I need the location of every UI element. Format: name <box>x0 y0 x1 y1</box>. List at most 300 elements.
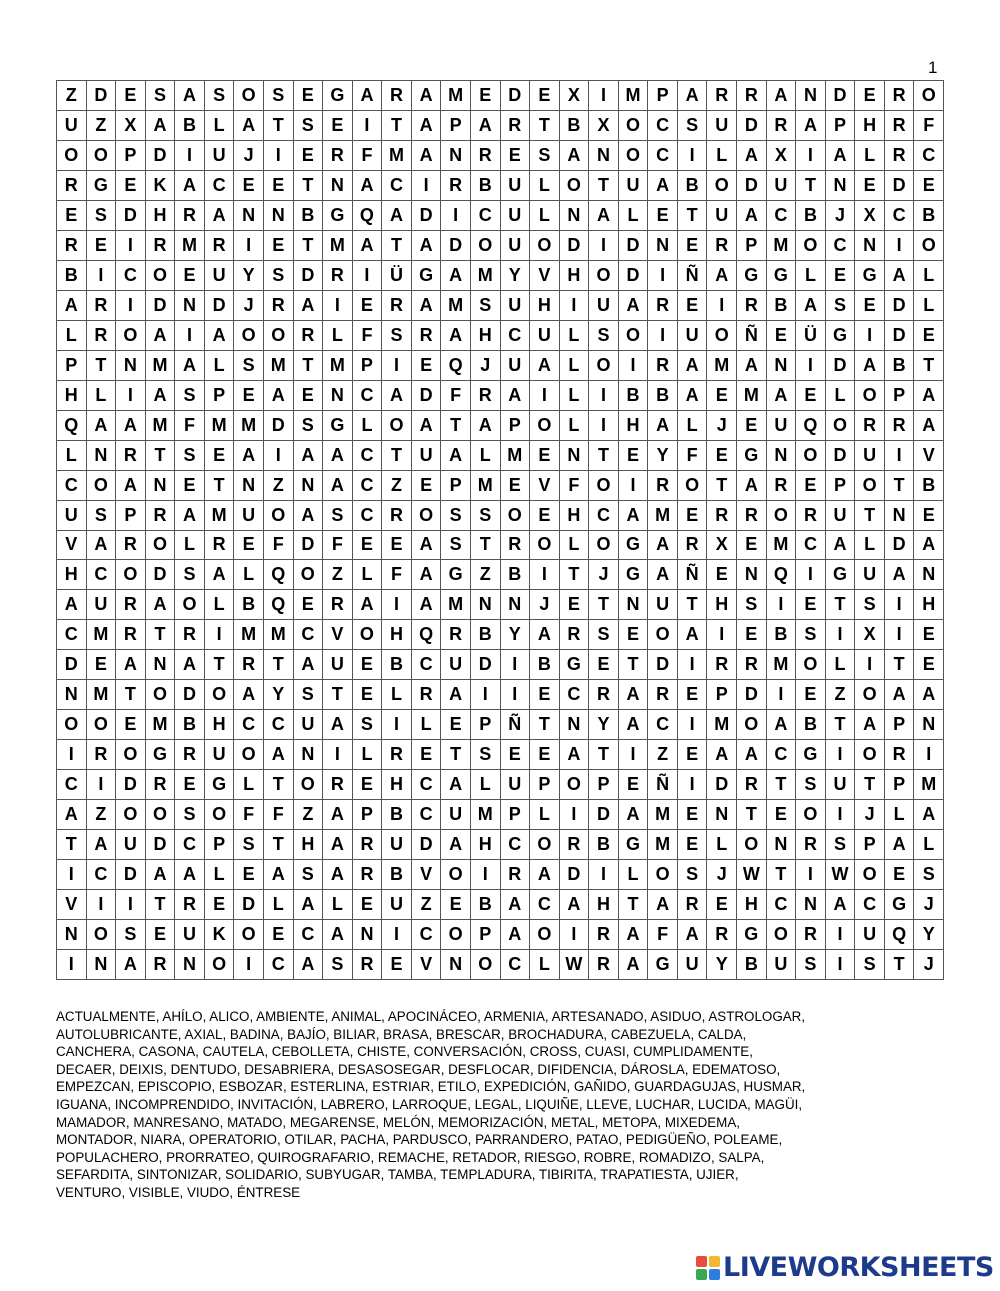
grid-cell[interactable]: T <box>619 890 649 920</box>
grid-cell[interactable]: L <box>382 680 412 710</box>
grid-cell[interactable]: O <box>87 710 117 740</box>
grid-cell[interactable]: E <box>412 351 442 381</box>
grid-cell[interactable]: E <box>914 321 944 351</box>
grid-cell[interactable]: B <box>175 111 205 141</box>
grid-cell[interactable]: A <box>767 81 797 111</box>
grid-cell[interactable]: O <box>767 501 797 531</box>
grid-cell[interactable]: L <box>471 770 501 800</box>
grid-cell[interactable]: A <box>234 111 264 141</box>
grid-cell[interactable]: M <box>648 830 678 860</box>
grid-cell[interactable]: O <box>737 710 767 740</box>
liveworksheets-logo[interactable] <box>696 1252 994 1283</box>
grid-cell[interactable]: S <box>589 321 619 351</box>
grid-cell[interactable]: I <box>175 141 205 171</box>
grid-cell[interactable]: O <box>767 920 797 950</box>
grid-cell[interactable]: M <box>264 620 294 650</box>
grid-cell[interactable]: C <box>294 620 324 650</box>
grid-cell[interactable]: D <box>57 650 87 680</box>
grid-cell[interactable]: M <box>146 411 176 441</box>
grid-cell[interactable]: P <box>501 411 531 441</box>
grid-cell[interactable]: R <box>589 920 619 950</box>
grid-cell[interactable]: X <box>855 620 885 650</box>
grid-cell[interactable]: I <box>501 680 531 710</box>
grid-cell[interactable]: R <box>885 81 915 111</box>
grid-cell[interactable]: A <box>737 740 767 770</box>
grid-cell[interactable]: N <box>57 680 87 710</box>
grid-cell[interactable]: P <box>826 471 856 501</box>
grid-cell[interactable]: M <box>441 291 471 321</box>
grid-cell[interactable]: N <box>323 381 353 411</box>
grid-cell[interactable]: D <box>619 261 649 291</box>
grid-cell[interactable]: I <box>501 650 531 680</box>
grid-cell[interactable]: O <box>294 560 324 590</box>
grid-cell[interactable]: L <box>914 291 944 321</box>
grid-cell[interactable]: I <box>826 740 856 770</box>
grid-cell[interactable]: D <box>412 830 442 860</box>
grid-cell[interactable]: M <box>87 620 117 650</box>
grid-cell[interactable]: A <box>885 830 915 860</box>
grid-cell[interactable]: C <box>648 710 678 740</box>
grid-cell[interactable]: O <box>175 590 205 620</box>
grid-cell[interactable]: D <box>826 351 856 381</box>
grid-cell[interactable]: M <box>767 650 797 680</box>
grid-cell[interactable]: C <box>412 770 442 800</box>
grid-cell[interactable]: Z <box>294 800 324 830</box>
grid-cell[interactable]: B <box>767 620 797 650</box>
grid-cell[interactable]: R <box>589 680 619 710</box>
grid-cell[interactable]: E <box>885 860 915 890</box>
grid-cell[interactable]: H <box>471 321 501 351</box>
grid-cell[interactable]: I <box>116 231 146 261</box>
grid-cell[interactable]: I <box>175 321 205 351</box>
grid-cell[interactable]: I <box>382 590 412 620</box>
grid-cell[interactable]: Ñ <box>737 321 767 351</box>
grid-cell[interactable]: I <box>412 171 442 201</box>
grid-cell[interactable]: N <box>294 740 324 770</box>
grid-cell[interactable]: O <box>707 321 737 351</box>
grid-cell[interactable]: R <box>323 770 353 800</box>
grid-cell[interactable]: S <box>87 501 117 531</box>
grid-cell[interactable]: M <box>382 141 412 171</box>
grid-cell[interactable]: D <box>264 411 294 441</box>
grid-cell[interactable]: A <box>175 860 205 890</box>
grid-cell[interactable]: P <box>737 231 767 261</box>
grid-cell[interactable]: I <box>560 291 590 321</box>
grid-cell[interactable]: O <box>471 231 501 261</box>
grid-cell[interactable]: U <box>57 501 87 531</box>
grid-cell[interactable]: A <box>530 860 560 890</box>
grid-cell[interactable]: E <box>234 531 264 561</box>
grid-cell[interactable]: B <box>234 590 264 620</box>
grid-cell[interactable]: N <box>471 590 501 620</box>
grid-cell[interactable]: H <box>855 111 885 141</box>
grid-cell[interactable]: T <box>885 471 915 501</box>
grid-cell[interactable]: E <box>501 141 531 171</box>
grid-cell[interactable]: O <box>353 620 383 650</box>
grid-cell[interactable]: T <box>146 620 176 650</box>
grid-cell[interactable]: Ü <box>382 261 412 291</box>
grid-cell[interactable]: V <box>323 620 353 650</box>
grid-cell[interactable]: R <box>205 231 235 261</box>
grid-cell[interactable]: T <box>678 590 708 620</box>
grid-cell[interactable]: M <box>264 351 294 381</box>
grid-cell[interactable]: E <box>87 231 117 261</box>
grid-cell[interactable]: N <box>767 441 797 471</box>
grid-cell[interactable]: D <box>471 650 501 680</box>
grid-cell[interactable]: R <box>648 291 678 321</box>
grid-cell[interactable]: O <box>146 800 176 830</box>
grid-cell[interactable]: R <box>205 531 235 561</box>
grid-cell[interactable]: I <box>323 740 353 770</box>
grid-cell[interactable]: R <box>501 531 531 561</box>
grid-cell[interactable]: L <box>353 560 383 590</box>
grid-cell[interactable]: H <box>382 770 412 800</box>
grid-cell[interactable]: A <box>175 81 205 111</box>
grid-cell[interactable]: I <box>589 231 619 261</box>
grid-cell[interactable]: I <box>471 680 501 710</box>
grid-cell[interactable]: C <box>87 860 117 890</box>
grid-cell[interactable]: Z <box>826 680 856 710</box>
grid-cell[interactable]: R <box>412 321 442 351</box>
grid-cell[interactable]: O <box>116 321 146 351</box>
grid-cell[interactable]: O <box>648 620 678 650</box>
grid-cell[interactable]: O <box>441 860 471 890</box>
grid-cell[interactable]: O <box>589 351 619 381</box>
grid-cell[interactable]: R <box>264 291 294 321</box>
grid-cell[interactable]: T <box>589 171 619 201</box>
grid-cell[interactable]: Q <box>885 920 915 950</box>
grid-cell[interactable]: S <box>796 950 826 980</box>
grid-cell[interactable]: C <box>648 141 678 171</box>
grid-cell[interactable]: S <box>589 620 619 650</box>
grid-cell[interactable]: P <box>441 111 471 141</box>
grid-cell[interactable]: E <box>826 261 856 291</box>
grid-cell[interactable]: L <box>353 411 383 441</box>
grid-cell[interactable]: A <box>205 560 235 590</box>
grid-cell[interactable]: I <box>116 291 146 321</box>
grid-cell[interactable]: C <box>57 770 87 800</box>
grid-cell[interactable]: N <box>560 441 590 471</box>
grid-cell[interactable]: E <box>619 441 649 471</box>
grid-cell[interactable]: D <box>87 81 117 111</box>
grid-cell[interactable]: I <box>678 770 708 800</box>
grid-cell[interactable]: R <box>146 501 176 531</box>
grid-cell[interactable]: Z <box>264 471 294 501</box>
grid-cell[interactable]: P <box>441 471 471 501</box>
grid-cell[interactable]: B <box>796 710 826 740</box>
grid-cell[interactable]: A <box>382 381 412 411</box>
grid-cell[interactable]: H <box>707 590 737 620</box>
grid-cell[interactable]: Y <box>648 441 678 471</box>
grid-cell[interactable]: Q <box>353 201 383 231</box>
grid-cell[interactable]: T <box>530 710 560 740</box>
grid-cell[interactable]: S <box>678 860 708 890</box>
grid-cell[interactable]: R <box>382 81 412 111</box>
grid-cell[interactable]: E <box>234 381 264 411</box>
grid-cell[interactable]: I <box>530 560 560 590</box>
grid-cell[interactable]: C <box>501 830 531 860</box>
grid-cell[interactable]: T <box>116 680 146 710</box>
grid-cell[interactable]: H <box>914 590 944 620</box>
grid-cell[interactable]: R <box>855 411 885 441</box>
grid-cell[interactable]: A <box>441 680 471 710</box>
grid-cell[interactable]: E <box>57 201 87 231</box>
grid-cell[interactable]: S <box>234 351 264 381</box>
grid-cell[interactable]: A <box>323 800 353 830</box>
grid-cell[interactable]: P <box>501 800 531 830</box>
grid-cell[interactable]: H <box>57 381 87 411</box>
grid-cell[interactable]: E <box>501 740 531 770</box>
grid-cell[interactable]: A <box>294 501 324 531</box>
grid-cell[interactable]: Y <box>589 710 619 740</box>
grid-cell[interactable]: T <box>855 770 885 800</box>
grid-cell[interactable]: E <box>648 201 678 231</box>
grid-cell[interactable]: I <box>57 860 87 890</box>
grid-cell[interactable]: A <box>619 291 649 321</box>
grid-cell[interactable]: J <box>826 201 856 231</box>
grid-cell[interactable]: E <box>914 501 944 531</box>
grid-cell[interactable]: V <box>412 950 442 980</box>
grid-cell[interactable]: T <box>914 351 944 381</box>
grid-cell[interactable]: Z <box>87 111 117 141</box>
grid-cell[interactable]: E <box>234 171 264 201</box>
grid-cell[interactable]: M <box>234 620 264 650</box>
grid-cell[interactable]: H <box>57 560 87 590</box>
grid-cell[interactable]: L <box>57 441 87 471</box>
grid-cell[interactable]: H <box>530 291 560 321</box>
grid-cell[interactable]: S <box>294 411 324 441</box>
grid-cell[interactable]: U <box>530 321 560 351</box>
grid-cell[interactable]: A <box>264 381 294 411</box>
grid-cell[interactable]: R <box>648 471 678 501</box>
grid-cell[interactable]: A <box>471 411 501 441</box>
grid-cell[interactable]: R <box>501 111 531 141</box>
grid-cell[interactable]: S <box>678 111 708 141</box>
grid-cell[interactable]: T <box>264 650 294 680</box>
grid-cell[interactable]: A <box>737 351 767 381</box>
grid-cell[interactable]: U <box>441 650 471 680</box>
grid-cell[interactable]: B <box>471 890 501 920</box>
grid-cell[interactable]: C <box>87 560 117 590</box>
grid-cell[interactable]: N <box>234 201 264 231</box>
grid-cell[interactable]: I <box>87 261 117 291</box>
grid-cell[interactable]: C <box>648 111 678 141</box>
grid-cell[interactable]: C <box>589 501 619 531</box>
grid-cell[interactable]: E <box>116 171 146 201</box>
grid-cell[interactable]: O <box>530 411 560 441</box>
grid-cell[interactable]: J <box>707 860 737 890</box>
grid-cell[interactable]: U <box>382 830 412 860</box>
grid-cell[interactable]: A <box>441 441 471 471</box>
grid-cell[interactable]: U <box>707 201 737 231</box>
grid-cell[interactable]: E <box>619 770 649 800</box>
grid-cell[interactable]: E <box>678 740 708 770</box>
grid-cell[interactable]: C <box>826 231 856 261</box>
grid-cell[interactable]: E <box>737 531 767 561</box>
grid-cell[interactable]: O <box>264 501 294 531</box>
grid-cell[interactable]: F <box>678 441 708 471</box>
grid-cell[interactable]: B <box>530 650 560 680</box>
grid-cell[interactable]: E <box>264 920 294 950</box>
grid-cell[interactable]: E <box>530 501 560 531</box>
grid-cell[interactable]: I <box>767 680 797 710</box>
grid-cell[interactable]: M <box>767 531 797 561</box>
grid-cell[interactable]: S <box>737 590 767 620</box>
grid-cell[interactable]: A <box>678 920 708 950</box>
grid-cell[interactable]: S <box>205 81 235 111</box>
grid-cell[interactable]: O <box>146 531 176 561</box>
grid-cell[interactable]: U <box>619 171 649 201</box>
grid-cell[interactable]: H <box>382 620 412 650</box>
grid-cell[interactable]: N <box>796 890 826 920</box>
grid-cell[interactable]: G <box>205 770 235 800</box>
grid-cell[interactable]: E <box>619 620 649 650</box>
grid-cell[interactable]: A <box>648 171 678 201</box>
grid-cell[interactable]: I <box>826 920 856 950</box>
grid-cell[interactable]: A <box>914 680 944 710</box>
grid-cell[interactable]: R <box>57 171 87 201</box>
grid-cell[interactable]: O <box>619 321 649 351</box>
grid-cell[interactable]: N <box>323 171 353 201</box>
grid-cell[interactable]: R <box>767 471 797 501</box>
grid-cell[interactable]: O <box>796 231 826 261</box>
grid-cell[interactable]: E <box>353 531 383 561</box>
grid-cell[interactable]: S <box>175 800 205 830</box>
grid-cell[interactable]: P <box>57 351 87 381</box>
grid-cell[interactable]: T <box>382 441 412 471</box>
grid-cell[interactable]: A <box>501 890 531 920</box>
grid-cell[interactable]: S <box>826 291 856 321</box>
grid-cell[interactable]: E <box>707 381 737 411</box>
grid-cell[interactable]: C <box>855 890 885 920</box>
grid-cell[interactable]: B <box>501 560 531 590</box>
grid-cell[interactable]: T <box>767 860 797 890</box>
grid-cell[interactable]: A <box>914 800 944 830</box>
grid-cell[interactable]: E <box>737 620 767 650</box>
grid-cell[interactable]: O <box>57 141 87 171</box>
grid-cell[interactable]: A <box>855 710 885 740</box>
grid-cell[interactable]: I <box>826 620 856 650</box>
grid-cell[interactable]: A <box>353 171 383 201</box>
grid-cell[interactable]: R <box>737 501 767 531</box>
grid-cell[interactable]: G <box>323 411 353 441</box>
grid-cell[interactable]: T <box>57 830 87 860</box>
grid-cell[interactable]: N <box>826 171 856 201</box>
grid-cell[interactable]: R <box>796 501 826 531</box>
grid-cell[interactable]: I <box>87 890 117 920</box>
grid-cell[interactable]: L <box>678 411 708 441</box>
grid-cell[interactable]: F <box>382 560 412 590</box>
grid-cell[interactable]: L <box>855 141 885 171</box>
grid-cell[interactable]: A <box>501 381 531 411</box>
grid-cell[interactable]: P <box>885 770 915 800</box>
grid-cell[interactable]: I <box>678 710 708 740</box>
grid-cell[interactable]: W <box>826 860 856 890</box>
grid-cell[interactable]: Y <box>234 261 264 291</box>
grid-cell[interactable]: A <box>323 471 353 501</box>
grid-cell[interactable]: R <box>737 81 767 111</box>
grid-cell[interactable]: A <box>737 201 767 231</box>
grid-cell[interactable]: S <box>796 620 826 650</box>
grid-cell[interactable]: A <box>412 141 442 171</box>
grid-cell[interactable]: I <box>116 890 146 920</box>
grid-cell[interactable]: T <box>264 111 294 141</box>
grid-cell[interactable]: L <box>353 740 383 770</box>
grid-cell[interactable]: I <box>353 111 383 141</box>
grid-cell[interactable]: R <box>146 770 176 800</box>
grid-cell[interactable]: N <box>294 471 324 501</box>
grid-cell[interactable]: T <box>796 171 826 201</box>
grid-cell[interactable]: L <box>57 321 87 351</box>
grid-cell[interactable]: Q <box>767 560 797 590</box>
grid-cell[interactable]: O <box>914 231 944 261</box>
grid-cell[interactable]: J <box>914 950 944 980</box>
grid-cell[interactable]: A <box>441 261 471 291</box>
grid-cell[interactable]: Z <box>382 471 412 501</box>
grid-cell[interactable]: O <box>589 261 619 291</box>
grid-cell[interactable]: C <box>412 920 442 950</box>
grid-cell[interactable]: R <box>885 740 915 770</box>
grid-cell[interactable]: N <box>353 920 383 950</box>
grid-cell[interactable]: M <box>648 501 678 531</box>
grid-cell[interactable]: D <box>885 531 915 561</box>
grid-cell[interactable]: U <box>205 261 235 291</box>
grid-cell[interactable]: T <box>323 680 353 710</box>
grid-cell[interactable]: M <box>234 411 264 441</box>
grid-cell[interactable]: U <box>323 650 353 680</box>
grid-cell[interactable]: O <box>619 111 649 141</box>
grid-cell[interactable]: N <box>796 81 826 111</box>
grid-cell[interactable]: G <box>767 261 797 291</box>
grid-cell[interactable]: P <box>353 351 383 381</box>
grid-cell[interactable]: O <box>648 860 678 890</box>
grid-cell[interactable]: A <box>619 710 649 740</box>
grid-cell[interactable]: O <box>589 531 619 561</box>
grid-cell[interactable]: A <box>589 201 619 231</box>
grid-cell[interactable]: A <box>619 501 649 531</box>
grid-cell[interactable]: A <box>175 351 205 381</box>
grid-cell[interactable]: P <box>116 501 146 531</box>
grid-cell[interactable]: R <box>382 501 412 531</box>
grid-cell[interactable]: S <box>294 680 324 710</box>
grid-cell[interactable]: L <box>205 590 235 620</box>
grid-cell[interactable]: U <box>205 740 235 770</box>
grid-cell[interactable]: O <box>796 650 826 680</box>
grid-cell[interactable]: P <box>885 710 915 740</box>
grid-cell[interactable]: N <box>146 471 176 501</box>
grid-cell[interactable]: O <box>707 171 737 201</box>
grid-cell[interactable]: A <box>234 441 264 471</box>
grid-cell[interactable]: L <box>796 261 826 291</box>
grid-cell[interactable]: A <box>57 800 87 830</box>
grid-cell[interactable]: S <box>146 81 176 111</box>
grid-cell[interactable]: L <box>471 441 501 471</box>
grid-cell[interactable]: R <box>737 650 767 680</box>
grid-cell[interactable]: G <box>796 740 826 770</box>
grid-cell[interactable]: I <box>205 620 235 650</box>
grid-cell[interactable]: C <box>353 441 383 471</box>
grid-cell[interactable]: D <box>116 201 146 231</box>
grid-cell[interactable]: G <box>146 740 176 770</box>
grid-cell[interactable]: C <box>914 141 944 171</box>
grid-cell[interactable]: Y <box>501 261 531 291</box>
grid-cell[interactable]: A <box>412 111 442 141</box>
grid-cell[interactable]: R <box>737 291 767 321</box>
grid-cell[interactable]: E <box>530 680 560 710</box>
grid-cell[interactable]: C <box>175 830 205 860</box>
grid-cell[interactable]: T <box>294 171 324 201</box>
grid-cell[interactable]: U <box>501 770 531 800</box>
